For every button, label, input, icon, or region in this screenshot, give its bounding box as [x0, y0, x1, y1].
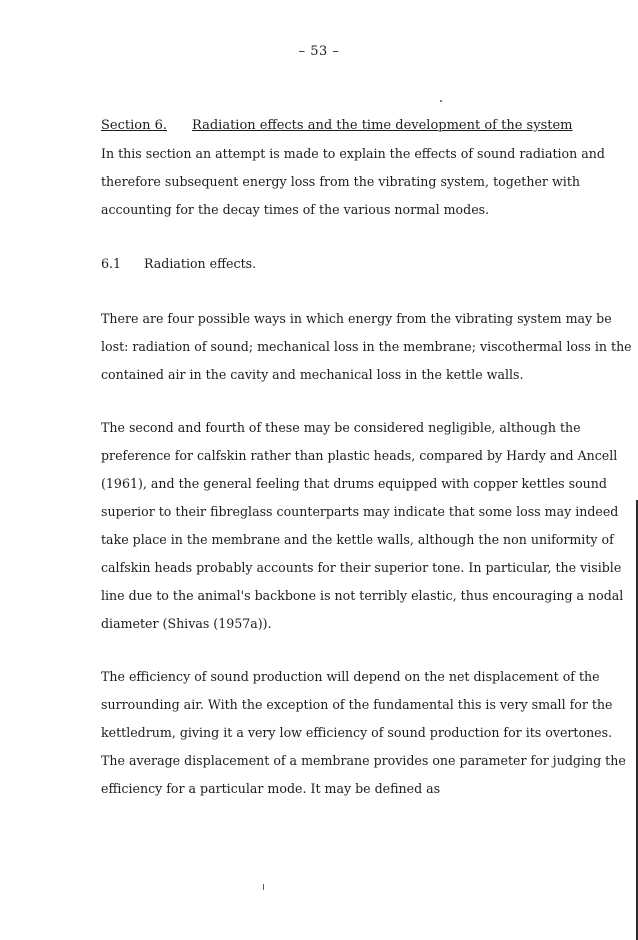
scan-speck — [263, 884, 264, 890]
body-text-line: efficiency for a particular mode. It may be defined as — [101, 781, 441, 796]
body-text-line: surrounding air. With the exception of the fundamental this is very small for the — [101, 697, 613, 712]
section-title: Radiation effects and the time development of the system — [192, 118, 573, 133]
body-text-line: diameter (Shivas (1957a)). — [101, 616, 272, 631]
subsection-title: Radiation effects. — [144, 256, 257, 271]
body-text-line: kettledrum, giving it a very low efficiency of sound production for its overtones. — [101, 725, 613, 740]
body-text-line: take place in the membrane and the kettle walls, although the non uniformity of — [101, 532, 614, 547]
body-text-line: preference for calfskin rather than plastic heads, compared by Hardy and Ancell — [101, 448, 618, 463]
body-text-line: therefore subsequent energy loss from the vibrating system, together with — [101, 174, 580, 189]
body-text-line: The efficiency of sound production will depend on the net displacement of the — [101, 669, 600, 684]
body-text-line: calfskin heads probably accounts for their superior tone. In particular, the visible — [101, 560, 622, 575]
body-text-line: accounting for the decay times of the various normal modes. — [101, 202, 490, 217]
page-number: – 53 – — [298, 44, 340, 59]
body-text-line: contained air in the cavity and mechanical loss in the kettle walls. — [101, 367, 524, 382]
body-text-line: There are four possible ways in which energy from the vibrating system may be — [101, 311, 612, 326]
subsection-number: 6.1 — [101, 256, 122, 271]
body-text-line: The second and fourth of these may be considered negligible, although the — [101, 420, 581, 435]
section-label: Section 6. — [101, 118, 167, 133]
body-text-line: lost: radiation of sound; mechanical loss in the membrane; viscothermal loss in the — [101, 339, 632, 354]
body-text-line: superior to their fibreglass counterparts may indicate that some loss may indeed — [101, 504, 619, 519]
scan-speck — [440, 100, 442, 102]
section-heading — [101, 118, 573, 133]
body-text-line: The average displacement of a membrane provides one parameter for judging the — [101, 753, 626, 768]
body-text-line: (1961), and the general feeling that drums equipped with copper kettles sound — [101, 476, 607, 491]
body-text-line: line due to the animal's backbone is not terribly elastic, thus encouraging a nodal — [101, 588, 624, 603]
body-text-line: In this section an attempt is made to explain the effects of sound radiation and — [101, 146, 605, 161]
